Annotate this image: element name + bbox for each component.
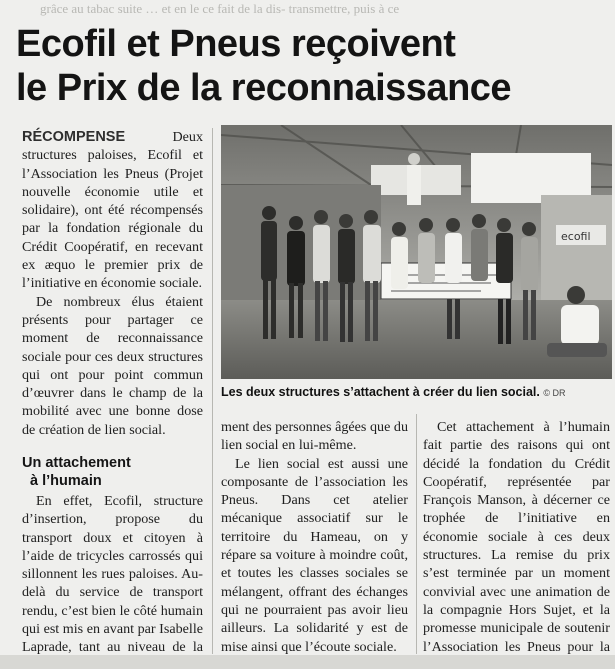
paragraph-4: ment des personnes âgées que du lien social en lui-même. bbox=[221, 419, 408, 454]
kicker: RÉCOMPENSE bbox=[22, 129, 126, 145]
article-photo bbox=[221, 125, 612, 379]
page-bottom-strip bbox=[0, 655, 615, 669]
previous-article-bleed bbox=[0, 0, 615, 24]
text-column-2 bbox=[221, 418, 408, 656]
paragraph-6: Cet attachement à l’humain fait partie des raisons qui ont décidé la fondation du Crédit Coopératif, représentée par François Manson, à décerner ce trophée de l’initiative en économie sociale à ces deux structures. La remise du prix s’est terminée par un moment convivial avec une animation de la compagnie Hors Sujet, et la promesse municipale de soutenir l’Association les Pneus pour la bbox=[423, 419, 610, 655]
paragraph-3: En effet, Ecofil, structure d’insertion, propose du transport doux et citoyen à l’aide de tricycles carrossés qui sillonnent les rues paloises. Au-delà du service de transport rendu, c’est bien le côté humain qui est mis en avant par Isabelle Laprade, tant au niveau de la bbox=[22, 493, 203, 656]
paragraph-2: De nombreux élus étaient présents pour partager ce moment de reconnaissance sociale pour ces deux structures qui ont pour point commun d’œuvrer dans le champ de la mobilité avec une bonne dose de création de lien social. bbox=[22, 293, 203, 438]
lead-paragraph bbox=[22, 128, 203, 293]
subhead-line-1: Un attachement bbox=[22, 455, 131, 471]
subhead-line-2: à l’humain bbox=[30, 473, 102, 489]
lead-text: Deux structures paloises, Ecofil et l’Association les Pneus (Projet nouvelle économie utile et solidaire), ont été récompensés par la fondation régionale du Crédit Coopératif, en recevant ex æquo le premier prix de l’initiative en économie sociale. bbox=[22, 129, 203, 292]
headline-line-1: Ecofil et Pneus reçoivent bbox=[16, 23, 456, 65]
group-photo-illustration bbox=[221, 125, 612, 379]
text-column-3 bbox=[423, 418, 610, 669]
paragraph-5: Le lien social est aussi une composante de l’association les Pneus. Dans cet atelier mécanique associatif sur le territoire du Hameau, on y répare sa voiture à moindre coût, et toutes les classes sociales se mélangent, offrant des échanges qui ne pourraient pas avoir lieu ailleurs. La solidarité y est de mise ainsi que l’écoute sociale. bbox=[221, 455, 408, 655]
column-rule-2 bbox=[416, 414, 417, 654]
text-column-1 bbox=[22, 128, 203, 439]
text-column-1-bottom bbox=[22, 492, 203, 669]
headline-line-2: le Prix de la reconnaissance bbox=[16, 67, 512, 109]
photo-caption bbox=[221, 384, 612, 401]
subhead bbox=[22, 454, 202, 490]
caption-text: Les deux structures s’attachent à créer du lien social. bbox=[221, 385, 540, 399]
svg-text:ecofil: ecofil bbox=[561, 230, 591, 243]
column-rule-1 bbox=[212, 128, 213, 654]
photo-credit: © DR bbox=[543, 388, 566, 398]
bleed-text-left: grâce au tabac suite … et en le ce fait de la dis- transmettre, puis à ce bbox=[40, 1, 400, 16]
article-headline bbox=[16, 22, 601, 110]
